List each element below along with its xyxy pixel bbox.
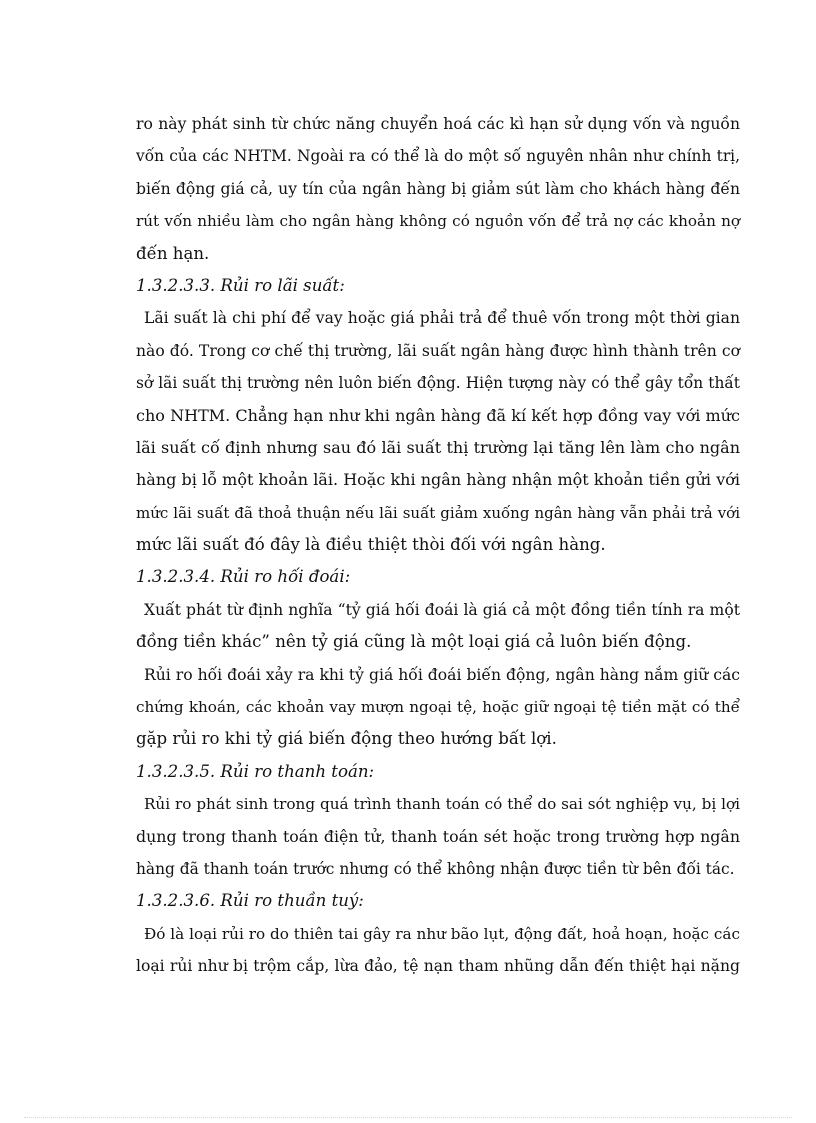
- document-page: [136, 108, 740, 983]
- paragraph-line: lãi suất cố định nhưng sau đó lãi suất thị trường lại tăng lên làm cho ngân: [136, 437, 740, 457]
- paragraph-line: Rủi ro hối đoái xảy ra khi tỷ giá hối đoái biến động, ngân hàng nắm giữ các: [144, 665, 740, 684]
- paragraph-line: gặp rủi ro khi tỷ giá biến động theo hướng bất lợi.: [136, 729, 557, 749]
- paragraph-line: nào đó. Trong cơ chế thị trường, lãi suất ngân hàng được hình thành trên cơ: [136, 341, 740, 360]
- section-heading: 1.3.2.3.6. Rủi ro thuần tuý:: [136, 891, 364, 911]
- paragraph-line: hàng bị lỗ một khoản lãi. Hoặc khi ngân hàng nhận một khoản tiền gửi với: [136, 470, 740, 490]
- paragraph-line: Đó là loại rủi ro do thiên tai gây ra như bão lụt, động đất, hoả hoạn, hoặc các: [144, 924, 740, 943]
- paragraph-line: Xuất phát từ định nghĩa “tỷ giá hối đoái là giá cả một đồng tiền tính ra một: [144, 600, 740, 619]
- paragraph-line: dụng trong thanh toán điện tử, thanh toán sét hoặc trong trường hợp ngân: [136, 826, 740, 846]
- paragraph-line: sở lãi suất thị trường nên luôn biến động. Hiện tượng này có thể gây tổn thất: [136, 374, 740, 393]
- paragraph-line: Lãi suất là chi phí để vay hoặc giá phải trả để thuê vốn trong một thời gian: [144, 309, 740, 328]
- section-heading: 1.3.2.3.4. Rủi ro hối đoái:: [136, 567, 351, 587]
- paragraph-line: cho NHTM. Chẳng hạn như khi ngân hàng đã kí kết hợp đồng vay với mức: [136, 405, 740, 425]
- paragraph-line: vốn của các NHTM. Ngoài ra có thể là do một số nguyên nhân như chính trị,: [136, 147, 740, 166]
- paragraph-line: loại rủi như bị trộm cắp, lừa đảo, tệ nạn tham nhũng dẫn đến thiệt hại nặng: [136, 957, 740, 976]
- paragraph-line: hàng đã thanh toán trước nhưng có thể không nhận được tiền từ bên đối tác.: [136, 859, 735, 878]
- paragraph-line: đồng tiền khác” nên tỷ giá cũng là một loại giá cả luôn biến động.: [136, 632, 692, 652]
- paragraph-line: đến hạn.: [136, 243, 210, 263]
- paragraph-line: ro này phát sinh từ chức năng chuyển hoá các kì hạn sử dụng vốn và nguồn: [136, 115, 740, 133]
- paragraph-line: mức lãi suất đã thoả thuận nếu lãi suất giảm xuống ngân hàng vẫn phải trả với: [136, 503, 740, 522]
- section-heading: 1.3.2.3.5. Rủi ro thanh toán:: [136, 761, 375, 781]
- paragraph-line: rút vốn nhiều làm cho ngân hàng không có nguồn vốn để trả nợ các khoản nợ: [136, 212, 740, 231]
- paragraph-line: Rủi ro phát sinh trong quá trình thanh toán có thể do sai sót nghiệp vụ, bị lợi: [144, 795, 740, 814]
- page-bottom-divider: [24, 1117, 792, 1118]
- section-heading: 1.3.2.3.3. Rủi ro lãi suất:: [136, 275, 345, 295]
- paragraph-line: mức lãi suất đó đây là điều thiệt thòi đối với ngân hàng.: [136, 535, 606, 555]
- paragraph-line: chứng khoán, các khoản vay mượn ngoại tệ, hoặc giữ ngoại tệ tiền mặt có thể: [136, 698, 740, 717]
- paragraph-line: biến động giá cả, uy tín của ngân hàng bị giảm sút làm cho khách hàng đến: [136, 179, 740, 198]
